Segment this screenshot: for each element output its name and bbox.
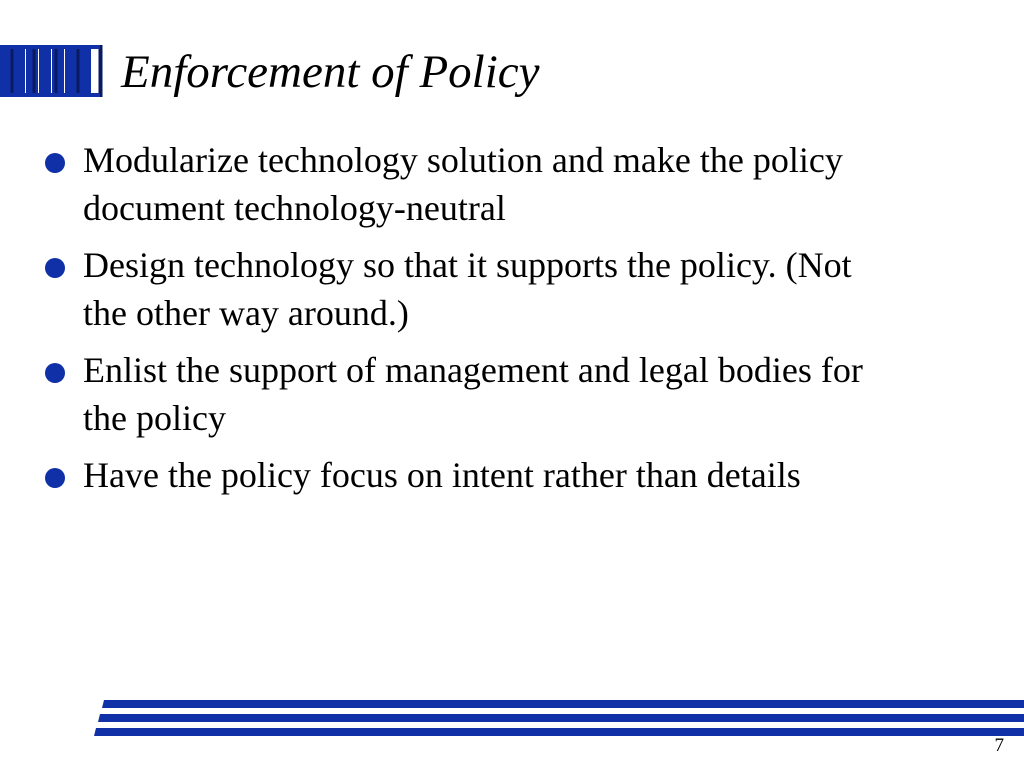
bullet-line: the policy: [83, 398, 226, 438]
bullet-dot-icon: [45, 363, 65, 383]
footer-stripes: [0, 698, 1024, 738]
slide-title: Enforcement of Policy: [121, 46, 540, 98]
bullet-line: Modularize technology solution and make the policy: [83, 140, 843, 180]
bullet-line: Design technology so that it supports the policy. (Not: [83, 245, 852, 285]
bullet-dot-icon: [45, 468, 65, 488]
bullet-line: the other way around.): [83, 293, 409, 333]
bullet-line: Have the policy focus on intent rather than details: [83, 455, 801, 495]
bullet-line: Enlist the support of management and legal bodies for: [83, 350, 863, 390]
title-decoration-bars-icon: [0, 45, 104, 97]
bullet-line: document technology-neutral: [83, 188, 506, 228]
bullet-dot-icon: [45, 153, 65, 173]
bullet-dot-icon: [45, 258, 65, 278]
page-number: 7: [994, 735, 1004, 756]
